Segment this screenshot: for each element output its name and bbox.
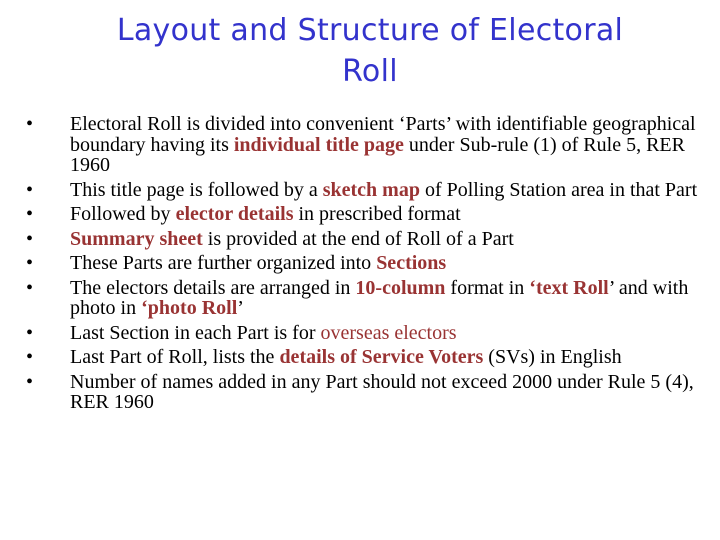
bullet-text: The electors details are arranged in bbox=[70, 276, 356, 299]
bullet-text: of Polling Station area in that Part bbox=[419, 178, 698, 201]
bullet-text: in prescribed format bbox=[293, 203, 461, 225]
bullet-text: under Sub-rule (1) of Rule 5, RER 1960 bbox=[70, 133, 685, 176]
slide-title-line-2: Roll bbox=[342, 54, 398, 89]
bullet-item-elector-details bbox=[26, 204, 702, 225]
highlight-text: ‘photo Roll bbox=[141, 297, 238, 319]
highlight-text: sketch map bbox=[322, 178, 420, 201]
bullet-text: Electoral Roll is divided into convenient ‘Parts’ with identifiable geographical boundary having its bbox=[70, 113, 696, 156]
highlight-text: details of Service Voters bbox=[279, 346, 484, 368]
bullet-text: is provided at the end of Roll of a Part bbox=[202, 227, 514, 250]
highlight-text: 10-column bbox=[355, 276, 446, 299]
bullet-item-names-limit bbox=[26, 372, 702, 413]
bullet-item-summary-sheet bbox=[26, 229, 702, 250]
bullet-glyph: • bbox=[26, 113, 34, 135]
bullet-item-parts bbox=[26, 114, 702, 176]
highlight-text: Sections bbox=[376, 252, 447, 274]
highlight-text: ‘text Roll bbox=[529, 276, 609, 299]
slide-title-line-1: Layout and Structure of Electoral bbox=[116, 13, 624, 48]
bullet-item-overseas-electors bbox=[26, 323, 702, 344]
bullet-text: This title page is followed by a bbox=[70, 178, 323, 201]
highlight-text: overseas electors bbox=[320, 321, 457, 344]
bullet-glyph: • bbox=[26, 227, 34, 250]
slide-title bbox=[40, 10, 700, 92]
bullet-text: format in bbox=[445, 276, 530, 299]
bullet-glyph: • bbox=[26, 203, 34, 225]
bullet-list bbox=[26, 114, 702, 417]
bullet-item-sections bbox=[26, 253, 702, 274]
bullet-item-column-format bbox=[26, 278, 702, 319]
bullet-text: These Parts are further organized into bbox=[70, 252, 377, 274]
bullet-glyph: • bbox=[26, 370, 34, 393]
bullet-text: ’ bbox=[237, 297, 244, 319]
bullet-text: Last Part of Roll, lists the bbox=[70, 346, 280, 368]
bullet-text: ’ and with photo in bbox=[70, 276, 689, 319]
highlight-text: Summary sheet bbox=[70, 227, 203, 250]
bullet-text: Last Section in each Part is for bbox=[70, 321, 321, 344]
bullet-glyph: • bbox=[26, 178, 34, 201]
bullet-glyph: • bbox=[26, 276, 34, 299]
bullet-glyph: • bbox=[26, 321, 34, 344]
bullet-item-service-voters bbox=[26, 347, 702, 368]
bullet-text: (SVs) in English bbox=[483, 346, 622, 368]
bullet-item-sketch-map bbox=[26, 180, 702, 201]
highlight-text: elector details bbox=[175, 203, 294, 225]
bullet-glyph: • bbox=[26, 346, 34, 368]
bullet-text: Followed by bbox=[70, 203, 176, 225]
bullet-text: Number of names added in any Part should not exceed 2000 under Rule 5 (4), RER 1960 bbox=[70, 370, 694, 413]
bullet-glyph: • bbox=[26, 252, 34, 274]
highlight-text: individual title page bbox=[233, 133, 404, 156]
